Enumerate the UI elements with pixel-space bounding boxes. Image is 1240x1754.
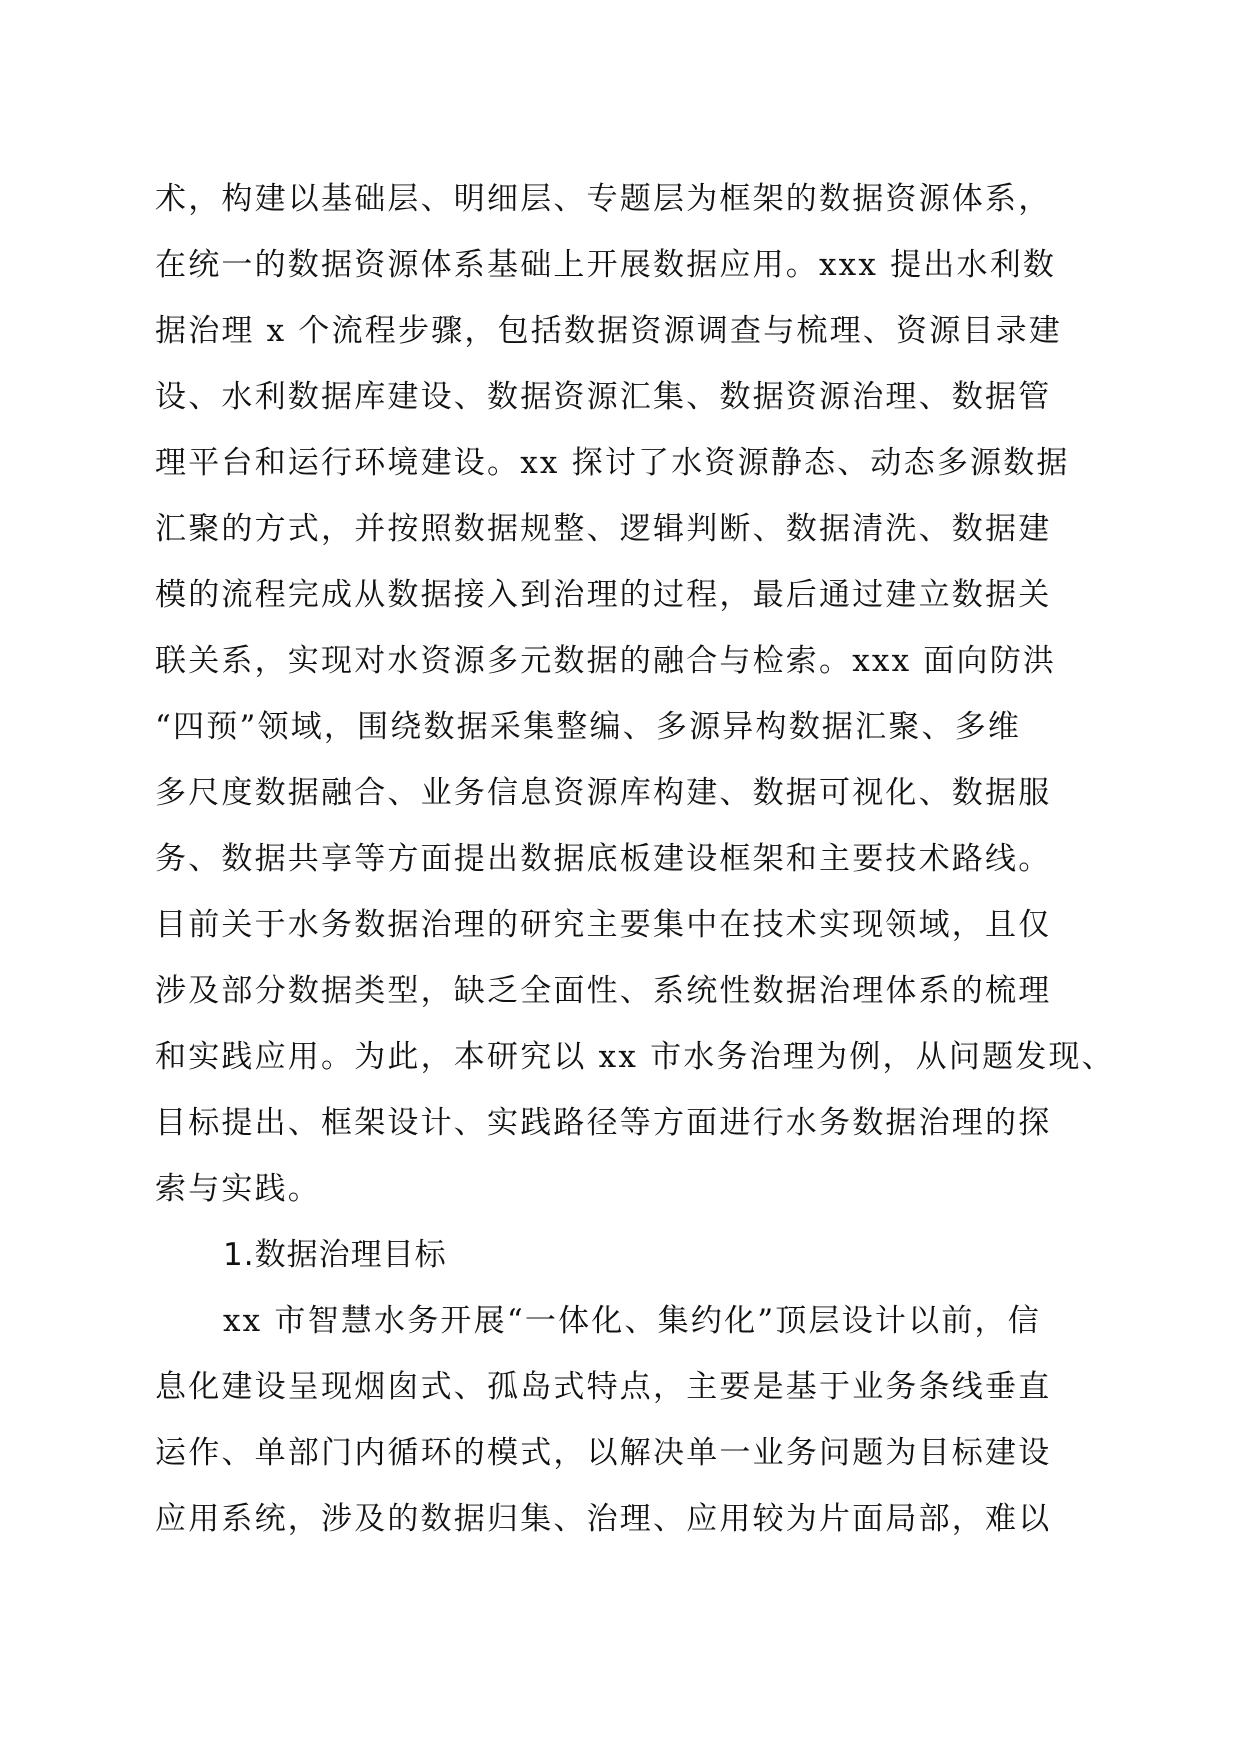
text-line: 务、数据共享等方面提出数据底板建设框架和主要技术路线。: [155, 841, 1052, 877]
document-body: [155, 166, 1115, 1552]
text-line: 术，构建以基础层、明细层、专题层为框架的数据资源体系，: [155, 181, 1052, 217]
text-line: 目前关于水务数据治理的研究主要集中在技术实现领域，且仅: [155, 907, 1052, 943]
text-line: 应用系统，涉及的数据归集、治理、应用较为片面局部，难以: [155, 1501, 1052, 1537]
text-line: 据治理 x 个流程步骤，包括数据资源调查与梳理、资源目录建: [155, 313, 1062, 349]
text-line: 理平台和运行环境建设。xx 探讨了水资源静态、动态多源数据: [155, 445, 1070, 481]
text-line: 设、水利数据库建设、数据资源汇集、数据资源治理、数据管: [155, 379, 1052, 415]
text-line: 目标提出、框架设计、实践路径等方面进行水务数据治理的探: [155, 1105, 1052, 1141]
text-line: 索与实践。: [155, 1171, 321, 1207]
text-line: 息化建设呈现烟囱式、孤岛式特点，主要是基于业务条线垂直: [155, 1369, 1052, 1405]
text-line: xx 市智慧水务开展“一体化、集约化”顶层设计以前，信: [223, 1303, 1041, 1339]
text-line: 联关系，实现对水资源多元数据的融合与检索。xxx 面向防洪: [155, 643, 1057, 679]
text-line: “四预”领域，围绕数据采集整编、多源异构数据汇聚、多维: [155, 709, 1022, 745]
text-line: 涉及部分数据类型，缺乏全面性、系统性数据治理体系的梳理: [155, 973, 1052, 1009]
text-line: 运作、单部门内循环的模式，以解决单一业务问题为目标建设: [155, 1435, 1052, 1471]
paragraph-governance-goal: [155, 1288, 1105, 1552]
text-line: 汇聚的方式，并按照数据规整、逻辑判断、数据清洗、数据建: [155, 511, 1052, 547]
text-line: 在统一的数据资源体系基础上开展数据应用。xxx 提出水利数: [155, 247, 1057, 283]
paragraph-literature-review: [155, 166, 1115, 1222]
section-heading: 1.数据治理目标: [223, 1237, 447, 1273]
text-line: 多尺度数据融合、业务信息资源库构建、数据可视化、数据服: [155, 775, 1052, 811]
text-line: 模的流程完成从数据接入到治理的过程，最后通过建立数据关: [155, 577, 1052, 613]
text-line: 和实践应用。为此，本研究以 xx 市水务治理为例，从问题发现、: [155, 1039, 1115, 1075]
